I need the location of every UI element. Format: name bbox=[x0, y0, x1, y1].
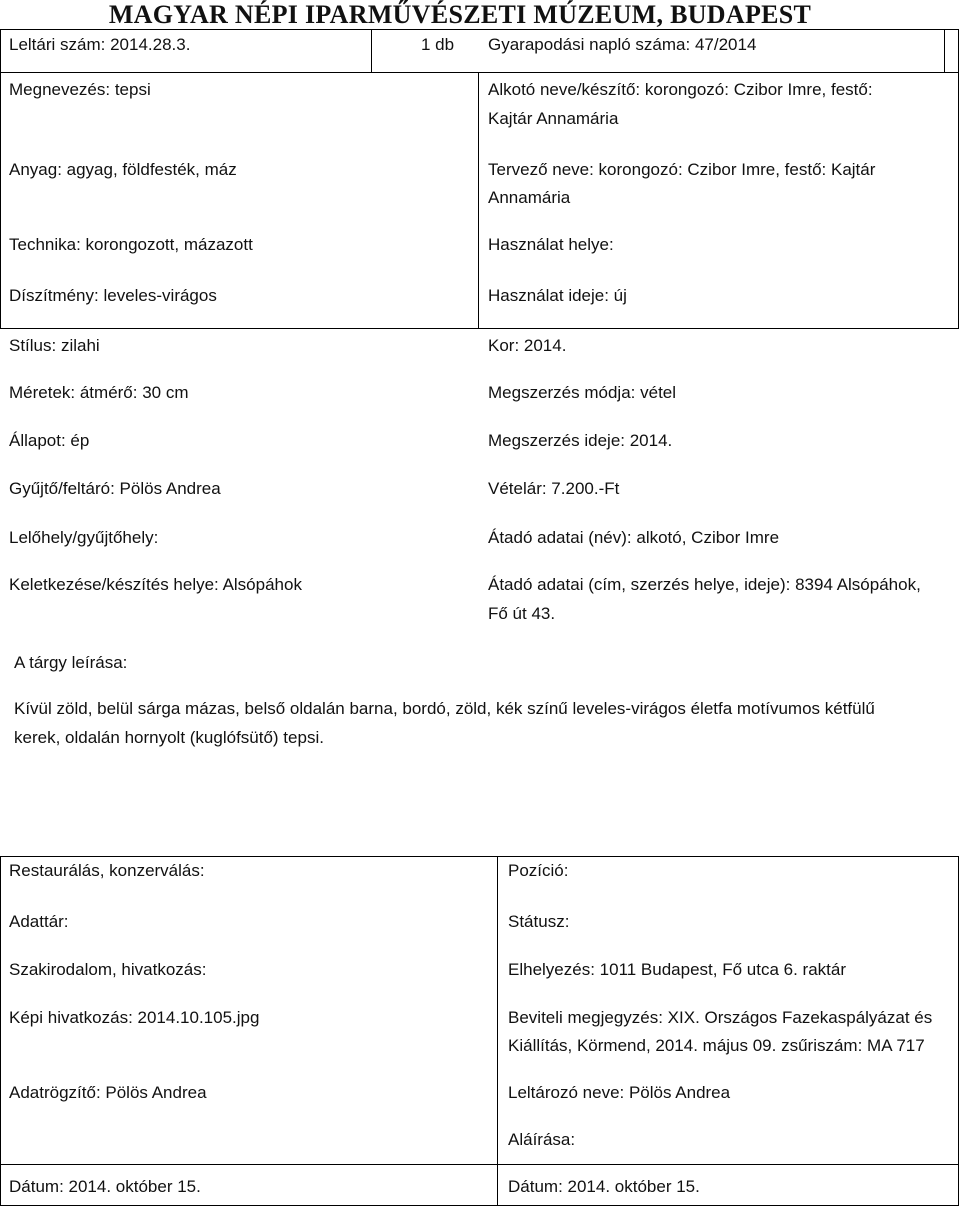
lower-table-right bbox=[958, 856, 959, 1206]
description-label: A tárgy leírása: bbox=[14, 653, 128, 672]
use-place: Használat helye: bbox=[488, 235, 614, 254]
status: Státusz: bbox=[508, 912, 570, 931]
origin-place: Keletkezése/készítés helye: Alsópáhok bbox=[9, 575, 302, 594]
designer-line-2: Annamária bbox=[488, 188, 571, 207]
acquisition-date: Megszerzés ideje: 2014. bbox=[488, 431, 673, 450]
age: Kor: 2014. bbox=[488, 336, 567, 355]
date-right: Dátum: 2014. október 15. bbox=[508, 1177, 700, 1196]
designer-line-1: Tervező neve: korongozó: Czibor Imre, festő: Kajtár bbox=[488, 160, 876, 179]
date-left: Dátum: 2014. október 15. bbox=[9, 1177, 201, 1196]
donor-address-line-2: Fő út 43. bbox=[488, 604, 556, 623]
upper-block-bottom bbox=[0, 328, 959, 329]
archive: Adattár: bbox=[9, 912, 69, 931]
quantity: 1 db bbox=[421, 35, 455, 54]
collection-site: Lelőhely/gyűjtőhely: bbox=[9, 528, 159, 547]
inventory-clerk: Leltározó neve: Pölös Andrea bbox=[508, 1083, 731, 1102]
literature: Szakirodalom, hivatkozás: bbox=[9, 960, 207, 979]
creator-line-2: Kajtár Annamária bbox=[488, 109, 619, 128]
data-recorder: Adatrögzítő: Pölös Andrea bbox=[9, 1083, 207, 1102]
restoration: Restaurálás, konzerválás: bbox=[9, 861, 205, 880]
collector: Gyűjtő/feltáró: Pölös Andrea bbox=[9, 479, 221, 498]
creator-line-1: Alkotó neve/készítő: korongozó: Czibor Imre, festő: bbox=[488, 80, 873, 99]
style: Stílus: zilahi bbox=[9, 336, 100, 355]
header-bottom-border bbox=[0, 72, 958, 73]
storage-location: Elhelyezés: 1011 Budapest, Fő utca 6. raktár bbox=[508, 960, 846, 979]
ornament: Díszítmény: leveles-virágos bbox=[9, 286, 217, 305]
lower-table-left bbox=[0, 856, 1, 1206]
middle-border-upper bbox=[478, 72, 479, 328]
donor-name: Átadó adatai (név): alkotó, Czibor Imre bbox=[488, 528, 780, 547]
left-border-upper bbox=[0, 72, 1, 328]
accession-log-number: Gyarapodási napló száma: 47/2014 bbox=[488, 35, 757, 54]
lower-table-middle bbox=[497, 856, 498, 1206]
signature: Aláírása: bbox=[508, 1130, 576, 1149]
description-line-2: kerek, oldalán hornyolt (kuglófsütő) tepsi. bbox=[14, 728, 324, 747]
donor-address-line-1: Átadó adatai (cím, szerzés helye, ideje): 8394 Alsópáhok, bbox=[488, 575, 921, 594]
object-name: Megnevezés: tepsi bbox=[9, 80, 151, 99]
description-line-1: Kívül zöld, belül sárga mázas, belső oldalán barna, bordó, zöld, kék színű leveles-virágos életfa motívumos kétfülű bbox=[14, 699, 875, 718]
lower-table-bottom bbox=[0, 1205, 959, 1206]
image-reference: Képi hivatkozás: 2014.10.105.jpg bbox=[9, 1008, 260, 1027]
museum-title: MAGYAR NÉPI IPARMŰVÉSZETI MÚZEUM, BUDAPEST bbox=[108, 0, 812, 29]
use-time: Használat ideje: új bbox=[488, 286, 627, 305]
purchase-price: Vételár: 7.200.-Ft bbox=[488, 479, 620, 498]
right-border-upper bbox=[958, 29, 959, 329]
condition: Állapot: ép bbox=[9, 431, 90, 450]
entry-note-line-1: Beviteli megjegyzés: XIX. Országos Fazekaspályázat és bbox=[508, 1008, 933, 1027]
technique: Technika: korongozott, mázazott bbox=[9, 235, 253, 254]
material: Anyag: agyag, földfesték, máz bbox=[9, 160, 237, 179]
header-divider-right bbox=[944, 29, 945, 73]
entry-note-line-2: Kiállítás, Körmend, 2014. május 09. zsűriszám: MA 717 bbox=[508, 1036, 925, 1055]
header-divider-middle bbox=[371, 29, 372, 73]
header-divider-left bbox=[0, 29, 1, 73]
lower-table-date-divider bbox=[0, 1164, 959, 1165]
inventory-number: Leltári szám: 2014.28.3. bbox=[9, 35, 191, 54]
position: Pozíció: bbox=[508, 861, 569, 880]
dimensions: Méretek: átmérő: 30 cm bbox=[9, 383, 189, 402]
acquisition-method: Megszerzés módja: vétel bbox=[488, 383, 677, 402]
